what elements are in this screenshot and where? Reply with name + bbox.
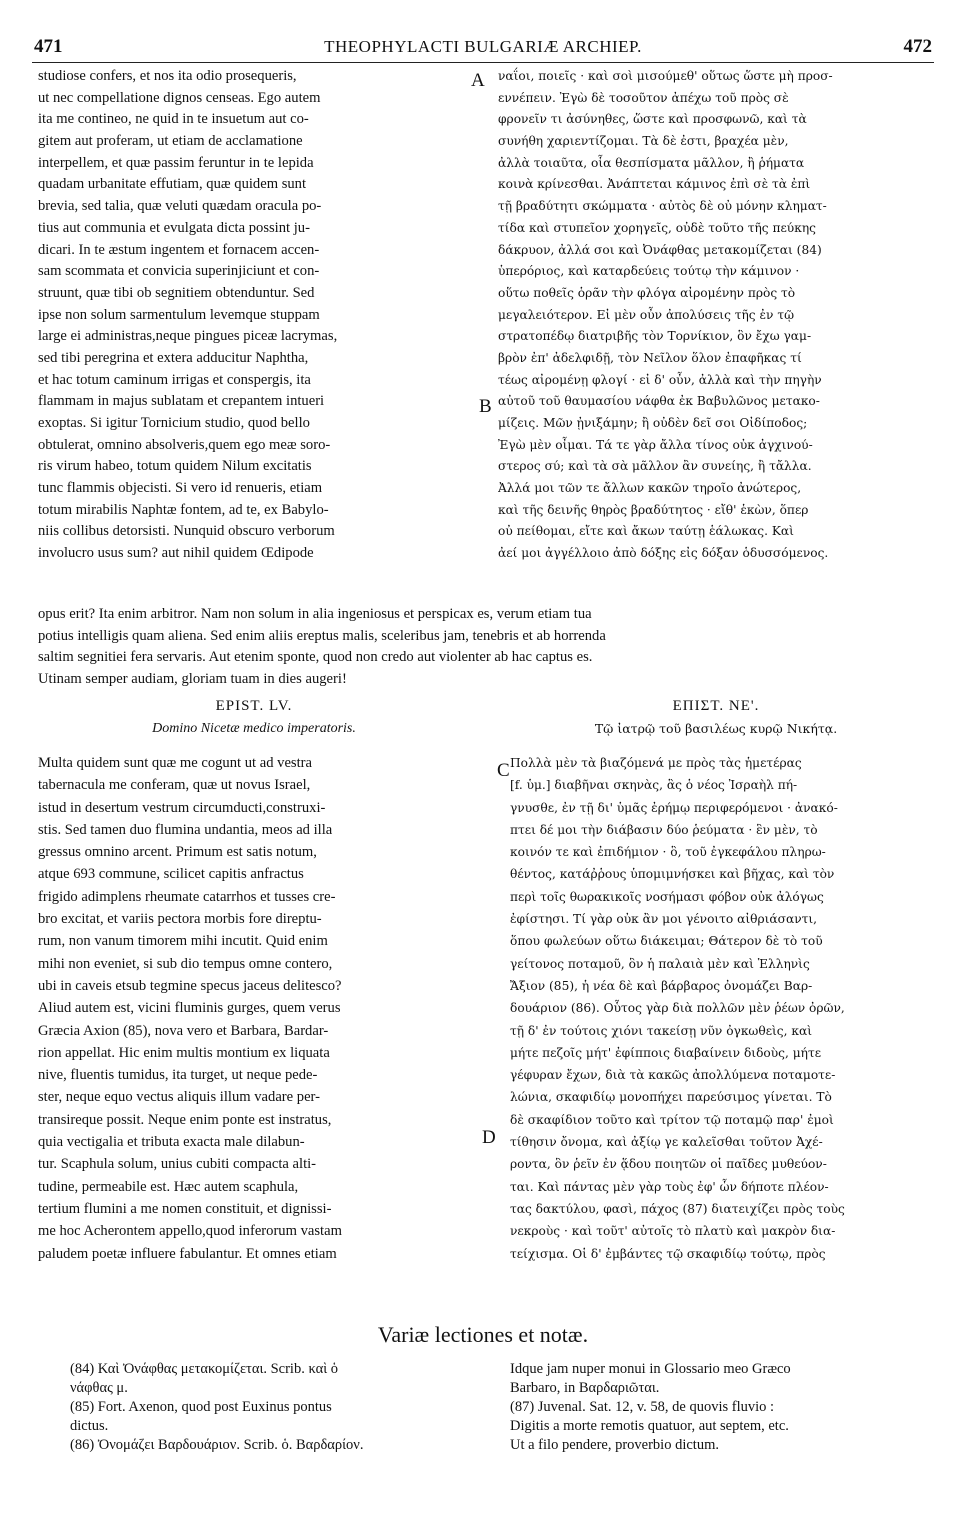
text-line: τας δακτύλου, φασὶ, πάχος (87) διατειχίζει πρὸς τοὺς bbox=[510, 1201, 845, 1216]
epistle-title-latin: EPIST. LV. bbox=[215, 698, 293, 714]
text-line: περὶ τοῖς θωρακικοῖς νοσήμασι φόβον οὐκ ἀλόγως bbox=[510, 889, 824, 904]
text-line: ubi in caveis etsub tegmine specus jaceus delitesco? bbox=[38, 977, 342, 994]
text-line: Græcia Axion (85), nova vero et Barbara, Bardar- bbox=[38, 1022, 329, 1039]
running-title: THEOPHYLACTI BULGARIÆ ARCHIEP. bbox=[324, 37, 642, 56]
text-line: Ἄξιον (85), ἡ νέα δὲ καὶ βάρβαρος ὀνομάζει Βαρ- bbox=[510, 978, 813, 993]
text-line: stis. Sed tamen duo flumina undantia, meos ad illa bbox=[38, 821, 333, 838]
epistle-subtitle-greek: Τῷ ἰατρῷ τοῦ βασιλέως κυρῷ Νικήτᾳ. bbox=[594, 721, 838, 736]
text-line: quadam urbanitate effutiam, quæ quidem sunt bbox=[38, 176, 307, 193]
text-line: συνήθη χαριεντίζομαι. Τὰ δὲ ἐστι, βραχέα μὲν, bbox=[498, 134, 789, 149]
margin-letter-c: C bbox=[497, 760, 510, 781]
text-line: ὑπερόριος, καὶ καταρδεύεις τούτῳ τὴν κάμινον · bbox=[498, 264, 800, 279]
text-line: οὐ πείθομαι, εἴτε καὶ ἄκων ταύτῃ ἑάλωκας. Καὶ bbox=[498, 524, 794, 539]
full-width-paragraph bbox=[38, 604, 934, 691]
text-line: tertium flumini a me nomen constituit, et dignissi- bbox=[38, 1200, 332, 1217]
text-line: struunt, quæ tibi ob segnitiem obtenduntur. Sed bbox=[38, 284, 315, 301]
text-line: εννέπειν. Ἐγὼ δὲ τοσοῦτον ἀπέχω τοῦ πρὸς σὲ bbox=[498, 90, 789, 105]
text-line: studiose confers, et nos ita odio prosequeris, bbox=[38, 68, 297, 84]
text-line: ster, neque equo vectus aliquis illum vadare per- bbox=[38, 1089, 320, 1106]
margin-letter-a: A bbox=[471, 70, 485, 91]
greek-column-top bbox=[498, 66, 934, 565]
latin-column-bottom bbox=[38, 752, 486, 1265]
text-line: (84) Καὶ Ὀνάφθας μετακομίζεται. Scrib. καὶ ὁ bbox=[70, 1361, 339, 1377]
page-number-right: 472 bbox=[903, 36, 932, 57]
text-line: ροντα, ὃν ῥεῖν ἐν ᾅδου ποιητῶν οἱ παῖδες μυθεύον- bbox=[510, 1157, 827, 1172]
text-line: δουάριον (86). Οὗτος γὰρ διὰ πολλῶν μὲν ῥέων ὀρῶν, bbox=[510, 1001, 845, 1016]
epistle-heading-latin bbox=[38, 698, 470, 737]
text-line: τῇ δ' ἐν τούτοις χιόνι τακείσῃ νῦν ὀγκωθεὶς, καὶ bbox=[510, 1023, 812, 1038]
text-line: στρατοπέδῳ διατριβῆς τὸν Τορνίκιον, ὃν ἔχω γαμ- bbox=[498, 329, 812, 344]
text-line: rum, non vanum timorem mihi incutit. Quid enim bbox=[38, 933, 328, 950]
text-line: πτει δέ μοι τὴν διάβασιν δύο ῥεύματα · ἓν μὲν, τὸ bbox=[510, 822, 818, 837]
epistle-subtitle-latin: Domino Nicetæ medico imperatoris. bbox=[152, 721, 356, 736]
text-line: γείτονος ποταμοῦ, ὃν ἡ παλαιὰ μὲν καὶ Ἑλληνὶς bbox=[510, 956, 810, 971]
text-line: ναΐοι, ποιεῖς · καὶ σοὶ μισούμεθ' οὕτως ὥστε μὴ προσ- bbox=[498, 69, 833, 83]
notes-left-column bbox=[70, 1360, 490, 1455]
notes-title: Variæ lectiones et notæ. bbox=[377, 1322, 589, 1347]
text-line: sed tibi peregrina et extera adducitur Naphtha, bbox=[38, 349, 309, 366]
text-line: (87) Juvenal. Sat. 12, v. 58, de quovis fluvio : bbox=[510, 1399, 775, 1415]
text-line: ἀλλὰ τοιαῦτα, οἷα θεσπίσματα μᾶλλον, ἢ ῥήματα bbox=[498, 155, 805, 170]
text-line: Ut a filo pendere, proverbio dictum. bbox=[510, 1437, 719, 1453]
margin-letter-b: B bbox=[479, 396, 492, 417]
text-line: mihi non eveniet, si sub dio tempus omne contero, bbox=[38, 955, 333, 972]
text-line: me hoc Acherontem appello,quod inferorum vastam bbox=[38, 1223, 342, 1240]
text-line: τέως αἰρομένῃ φλογί · εἰ δ' οὖν, ἀλλὰ καὶ τὴν πηγὴν bbox=[498, 372, 822, 387]
notes-right-column bbox=[510, 1360, 940, 1455]
greek-column-bottom bbox=[510, 752, 936, 1265]
text-line: et hac totum caminum irrigas et conspergis, ita bbox=[38, 371, 311, 388]
text-line: ipse non solum sarmentulum levemque stuppam bbox=[38, 306, 320, 323]
text-line: istud in desertum vestrum circumducti,construxi- bbox=[38, 799, 326, 816]
text-line: Aliud autem est, vicini fluminis gurges, quem verus bbox=[38, 1000, 341, 1017]
text-line: Utinam semper audiam, gloriam tuam in dies augeri! bbox=[38, 671, 347, 688]
epistle-title-greek: ΕΠΙΣΤ. ΝΕ'. bbox=[672, 698, 760, 714]
page-number-left: 471 bbox=[34, 36, 63, 57]
text-line: tius aut communia et evulgata dicta possint ju- bbox=[38, 219, 310, 236]
text-line: Idque jam nuper monui in Glossario meo Græco bbox=[510, 1361, 791, 1377]
text-line: ὅπου φωλεύων οὕτω διάκειμαι; Θάτερον δὲ τὸ τοῦ bbox=[510, 934, 823, 949]
text-line: θέντος, κατάῤῥους ὑπομιμνήσκει καὶ βῆχας, καὶ τὸν bbox=[510, 867, 835, 882]
text-line: brevia, sed talia, quæ veluti quædam oracula po- bbox=[38, 198, 322, 215]
text-line: niis collibus detorsisti. Nunquid obscuro verborum bbox=[38, 523, 335, 540]
text-line: tunc flammis objecisti. Si vero id renueris, etiam bbox=[38, 480, 323, 497]
text-line: (85) Fort. Axenon, quod post Euxinus pontus bbox=[70, 1399, 332, 1415]
text-line: κοινόν τε καὶ ἐπιδήμιον · ὃ, τοῦ ἐγκεφάλου πληρω- bbox=[510, 845, 826, 860]
text-line: dictus. bbox=[70, 1418, 109, 1434]
text-line: μεγαλειότερον. Εἰ μὲν οὖν ἀπολύσεις τῆς ἐν τῷ bbox=[498, 307, 795, 322]
text-line: στερος σύ; καὶ τὰ σὰ μᾶλλον ἂν συνείης, ἢ τἄλλα. bbox=[498, 459, 812, 474]
text-line: transireque possit. Neque enim ponte est instratus, bbox=[38, 1111, 332, 1128]
text-line: flammam in majus sublatam et crepantem intueri bbox=[38, 393, 325, 410]
text-line: δὲ σκαφίδιον τοῦτο καὶ τρίτον τῷ ποταμῷ παρ' ἐμοὶ bbox=[510, 1112, 834, 1127]
text-line: λώνια, σκαφιδίῳ μονοπήχει παρεύσιμος γίνεται. Τὸ bbox=[510, 1090, 832, 1105]
text-line: βρὸν ἐπ' ἀδελφιδῇ, τὸν Νεῖλον ὅλον ἐπαφῆκας τί bbox=[498, 350, 802, 365]
text-line: obtulerat, omnino absolveris,quem ego meæ soro- bbox=[38, 436, 331, 453]
text-line: μίζεις. Μῶν ᾐνιξάμην; ἢ οὐδὲν δεῖ σοι Οἰδίποδος; bbox=[498, 416, 808, 430]
text-line: Ἐγὼ μὲν οἶμαι. Τά τε γὰρ ἄλλα τίνος οὐκ ἀγχινού- bbox=[498, 437, 813, 452]
text-line: Ἀλλά μοι τῶν τε ἄλλων κακῶν τηροῖο ἀνώτερος, bbox=[498, 481, 802, 496]
text-line: Multa quidem sunt quæ me cogunt ut ad vestra bbox=[38, 755, 312, 771]
text-line: atque 693 commune, scilicet capitis anfractus bbox=[38, 866, 304, 883]
text-line: ris virum habeo, totum quidem Nilum excitatis bbox=[38, 458, 312, 475]
text-line: potius intelligis quam aliena. Sed enim aliis ereptus malis, sceleribus jam, tenebris et ab horrenda bbox=[38, 627, 606, 644]
text-line: μήτε πεζοῖς μήτ' ἐφίπποις διαβαίνειν διδοὺς, μήτε bbox=[510, 1045, 822, 1060]
text-line: nive, fluentis tumidus, ita turget, ut neque pede- bbox=[38, 1067, 318, 1084]
text-line: sam scommata et convicia superinjiciunt et con- bbox=[38, 263, 320, 280]
epistle-heading-greek bbox=[498, 698, 934, 736]
text-line: τείχισμα. Οἱ δ' ἐμβάντες τῷ σκαφιδίῳ τούτῳ, πρὸς bbox=[510, 1246, 826, 1261]
text-line: tudine, permeabile est. Hæc autem scaphula, bbox=[38, 1178, 299, 1195]
text-line: Πολλὰ μὲν τὰ βιαζόμενά με πρὸς τὰς ἡμετέρας bbox=[510, 756, 802, 770]
text-line: gressus omnino arcent. Primum est satis notum, bbox=[38, 844, 317, 861]
text-line: paludem poetæ influere fabulantur. Et omnes etiam bbox=[38, 1245, 337, 1262]
text-line: opus erit? Ita enim arbitror. Nam non solum in alia ingeniosus et perspicax es, verum etiam tua bbox=[38, 606, 592, 622]
text-line: tabernacula me conferam, quæ ut novus Israel, bbox=[38, 777, 311, 794]
text-line: ita me contineo, ne quid in te insuetum aut co- bbox=[38, 111, 309, 128]
text-line: tur. Scaphula solum, unius cubiti compacta alti- bbox=[38, 1156, 317, 1173]
text-line: τίθησιν ὄνομα, καὶ ἀξίῳ γε καλεῖσθαι τοῦτον Ἀχέ- bbox=[510, 1135, 823, 1150]
text-line: Digitis a morte remotis quatuor, aut septem, etc. bbox=[510, 1418, 789, 1434]
margin-letter-d: D bbox=[482, 1127, 496, 1148]
text-line: ἀεί μοι ἀγγέλλοιο ἀπὸ δόξης εἰς δόξαν ὁδυσσόμενος. bbox=[498, 546, 829, 561]
text-line: τίδα καὶ στυπεῖον χορηγεῖς, οὐδὲ τοῦτο τῆς πεύκης bbox=[498, 220, 816, 235]
text-line: saltim segnitiei fera servaris. Aut etenim sponte, quod non credo aut violenter ab hac captus es. bbox=[38, 649, 593, 666]
text-line: νάφθας μ. bbox=[70, 1380, 128, 1396]
text-line: frigido adimplens rheumate catarrhos et tusses cre- bbox=[38, 888, 336, 905]
text-line: καὶ τῆς δεινῆς θηρὸς βραδύτητος · εἴθ' ἑκὼν, ὅπερ bbox=[498, 502, 809, 517]
text-line: αὐτοῦ τοῦ θαυμασίου νάφθα ἐκ Βαβυλῶνος μετακο- bbox=[498, 394, 820, 409]
text-line: [f. ὑμ.] διαβῆναι σκηνὰς, ἃς ὁ νέος Ἰσραὴλ πή- bbox=[510, 778, 798, 793]
text-line: τῇ βραδύτητι σκώμματα · αὐτὸς δὲ οὐ μόνην κληματ- bbox=[498, 199, 827, 214]
text-line: totum mirabilis Naphtæ fontem, ad te, ex Babylo- bbox=[38, 501, 329, 518]
text-line: ται. Καὶ πάντας μὲν γὰρ τοὺς ἐφ' ὧν δήποτε πλέον- bbox=[510, 1179, 829, 1194]
text-line: ἐφίστησι. Τί γὰρ οὐκ ἂν μοι γένοιτο αἰθριάσαντι, bbox=[510, 912, 818, 927]
text-line: οὕτω ποθεῖς ὁρᾶν τὴν φλόγα αἰρομένην πρὸς τὸ bbox=[498, 285, 796, 300]
latin-column-top bbox=[38, 66, 470, 565]
text-line: δάκρυον, ἀλλά σοι καὶ Ὀνάφθας μετακομίζεται (84) bbox=[498, 242, 822, 257]
text-line: κοινὰ κρίνεσθαι. Ἀνάπτεται κάμινος ἐπὶ σὲ τὰ ἐπὶ bbox=[498, 177, 811, 192]
text-line: Barbaro, in Βαρδαριῶται. bbox=[510, 1380, 660, 1396]
text-line: φρονεῖν τι ἀσύνηθες, ὥστε καὶ προσφωνῶ, καὶ τὰ bbox=[498, 112, 807, 127]
text-line: gitem aut proferam, ut etiam de acclamatione bbox=[38, 133, 303, 150]
text-line: quia vectigalia et tributa exacta male dilabun- bbox=[38, 1134, 305, 1151]
text-line: (86) Ὀνομάζει Βαρδουάριον. Scrib. ὁ. Βαρδαρίον. bbox=[70, 1437, 364, 1453]
text-line: γέφυραν ἔχων, διὰ τὰ κακῶς ἀπολλύμενα ποταμοτε- bbox=[510, 1068, 836, 1083]
text-line: interpellem, et quæ passim feruntur in te lepida bbox=[38, 154, 314, 171]
text-line: large ei administras,neque pingues piceæ lacrymas, bbox=[38, 328, 338, 345]
text-line: exoptas. Si igitur Tornicium studio, quod bello bbox=[38, 415, 310, 431]
text-line: bro excitat, et variis pectora morbis fore direptu- bbox=[38, 911, 322, 928]
running-header bbox=[32, 36, 934, 63]
text-line: involucro usus sum? aut nihil quidem Œdipode bbox=[38, 545, 314, 562]
text-line: ut nec compellatione dignos censeas. Ego autem bbox=[38, 89, 321, 106]
text-line: γνυσθε, ἐν τῇ δι' ὑμᾶς ἐρήμῳ περιφερόμενοι · ἀνακό- bbox=[510, 800, 838, 815]
text-line: dicari. In te æstum ingentem et fornacem accen- bbox=[38, 241, 320, 258]
text-line: νεκροὺς · καὶ τοῦτ' αὐτοῖς τὸ πλατὺ καὶ μακρὸν δια- bbox=[510, 1224, 836, 1239]
text-line: rion appellat. Hic enim multis montium ex liquata bbox=[38, 1044, 330, 1061]
